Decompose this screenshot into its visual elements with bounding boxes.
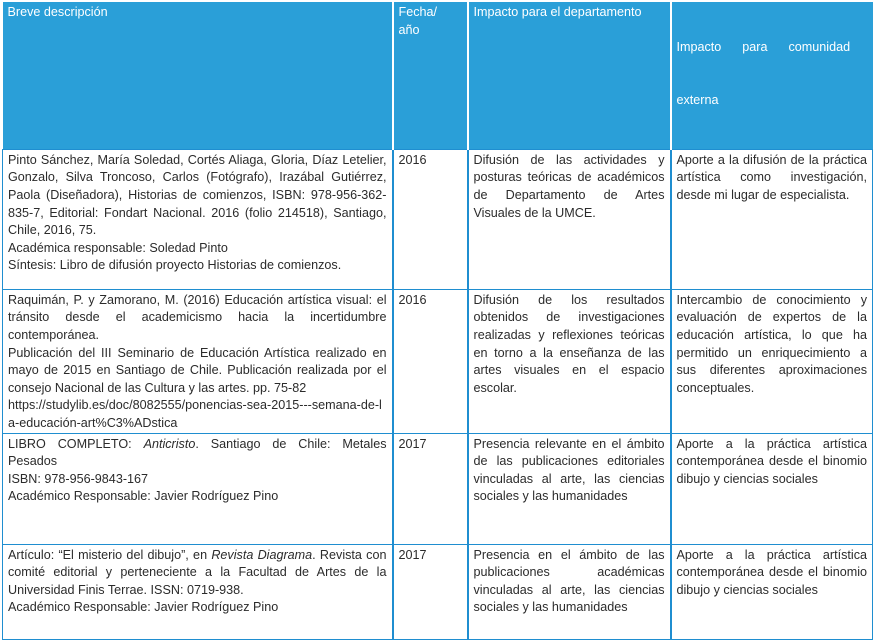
table-row [3,149,873,289]
cell-description: Pinto Sánchez, María Soledad, Cortés Aliaga, Gloria, Díaz Letelier, Gonzalo, Silva Troncoso, Carlos (Fotógrafo), Irazábal Gutiérrez, Paola (Diseñadora), Historias de comienzos, ISBN: 978-956-362-835-7, Editorial: Fondart Nacional. 2016 (folio 214518), Santiago, Chile, 2016, 75. Académica responsable: Soledad Pinto Síntesis: Libro de difusión proyecto Historias de comienzos. [3,149,393,289]
cell-description: Raquimán, P. y Zamorano, M. (2016) Educación artística visual: el tránsito desde el academicismo hacia la incertidumbre contemporánea. Publicación del III Seminario de Educación Artística realizado en mayo de 2015 en Santiago de Chile. Publicación realizada por el consejo Nacional de las Cultura y las artes. pp. 75-82 https://studylib.es/doc/8082555/ponencias-sea-2015---semana-de-la-educación-art%C3%ADstica [3,289,393,433]
table-row [3,289,873,433]
cell-year: 2016 [393,149,468,289]
publications-table [2,2,873,640]
header-year: Fecha/ año [393,2,468,149]
cell-community-impact: Aporte a la difusión de la práctica artística como investigación, desde mi lugar de especialista. [671,149,873,289]
cell-community-impact: Aporte a la práctica artística contemporánea desde el binomio dibujo y ciencias sociales [671,544,873,639]
book-title: Anticristo [143,436,196,451]
cell-community-impact: Intercambio de conocimiento y evaluación de expertos de la educación artística, lo que ha permitido un enriquecimiento a sus diferentes aproximaciones conceptuales. [671,289,873,433]
cell-year: 2016 [393,289,468,433]
cell-community-impact: Aporte a la práctica artística contemporánea desde el binomio dibujo y ciencias sociales [671,433,873,544]
publications-table-container [2,2,872,640]
header-community-impact: Impacto para comunidad externa [671,2,873,149]
table-header-row [3,2,873,149]
cell-dept-impact: Difusión de los resultados obtenidos de investigaciones realizadas y reflexiones teóricas en torno a la enseñanza de las artes visuales en el espacio escolar. [468,289,671,433]
cell-description: LIBRO COMPLETO: Anticristo. Santiago de Chile: Metales Pesados ISBN: 978-956-9843-167 Académico Responsable: Javier Rodríguez Pino [3,433,393,544]
table-row [3,544,873,639]
cell-year: 2017 [393,433,468,544]
cell-year: 2017 [393,544,468,639]
table-row [3,433,873,544]
header-description: Breve descripción [3,2,393,149]
header-dept-impact: Impacto para el departamento [468,2,671,149]
cell-dept-impact: Difusión de las actividades y posturas teóricas de académicos de Departamento de Artes Visuales de la UMCE. [468,149,671,289]
journal-title: Revista Diagrama [211,547,313,562]
cell-dept-impact: Presencia en el ámbito de las publicaciones académicas vinculadas al arte, las ciencias sociales y las humanidades [468,544,671,639]
cell-dept-impact: Presencia relevante en el ámbito de las publicaciones editoriales vinculadas al arte, las ciencias sociales y las humanidades [468,433,671,544]
cell-description: Artículo: “El misterio del dibujo”, en Revista Diagrama. Revista con comité editorial y perteneciente a la Facultad de Artes de la Universidad Finis Terrae. ISSN: 0719-938. Académico Responsable: Javier Rodríguez Pino [3,544,393,639]
